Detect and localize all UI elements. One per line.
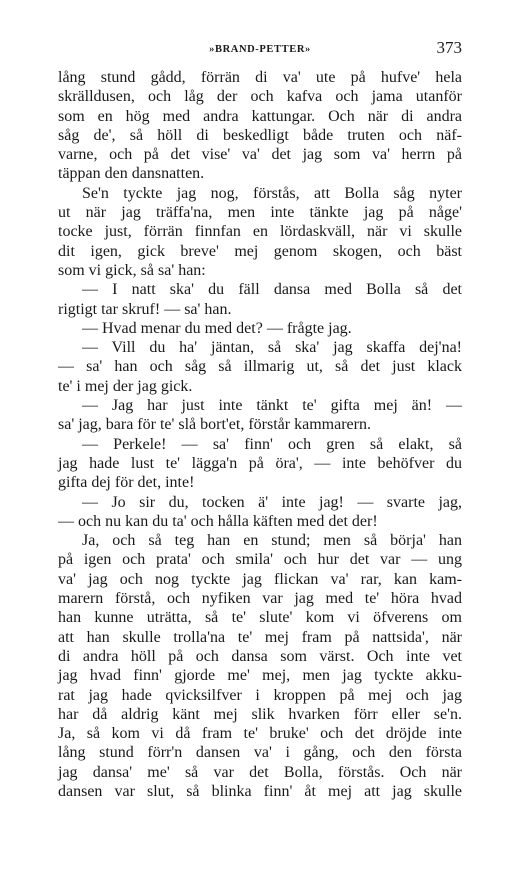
text-line: lång stund förr'n dansen va' i gång, och den första: [58, 744, 462, 762]
text-line: har då aldrig känt mej slik hvarken förr eller se'n.: [58, 705, 462, 723]
text-line: — Perkele! — sa' finn' och gren så elakt, så: [82, 435, 462, 453]
text-line: sa' jag, bara för te' slå bort'et, förstår kammarern.: [58, 416, 371, 434]
text-line: som vi gick, så sa' han:: [58, 261, 206, 279]
text-line: — sa' han och såg så illmarig ut, så det just klack: [58, 358, 462, 376]
text-line: te' i mej der jag gick.: [58, 377, 193, 395]
text-line: dansen var slut, så blinka finn' åt mej att jag skulle: [58, 782, 462, 800]
text-line: — Vill du ha' jäntan, så ska' jag skaffa dej'na!: [82, 339, 462, 357]
text-line: som en hög med andra kattungar. Och när di andra: [58, 107, 462, 125]
text-line: dit igen, gick breve' mej genom skogen, och bäst: [58, 242, 462, 260]
text-line: att han skulle trolla'na te' mej fram på nattsida', när: [58, 628, 462, 646]
text-line: varne, och på det vise' va' det jag som va' herrn på: [58, 146, 462, 164]
text-line: — och nu kan du ta' och hålla käften med det der!: [58, 512, 378, 530]
text-line: — Jag har just inte tänkt te' gifta mej än! —: [82, 397, 462, 415]
text-line: täppan den dansnatten.: [58, 165, 205, 183]
text-line: marern förstå, och nyfiken var jag med te' höra hvad: [58, 590, 462, 608]
body-text: [58, 68, 462, 801]
text-line: di andra höll på och dansa som värst. Och inte vet: [58, 647, 462, 665]
text-line: ut när jag träffa'na, men inte tänkte jag på någe': [58, 204, 462, 222]
book-page: [58, 38, 462, 801]
text-line: såg de', så höll di beskedligt både truten och näf-: [58, 126, 462, 144]
text-line: — I natt ska' du fäll dansa med Bolla så det: [82, 281, 462, 299]
text-line: han kunne uträtta, så te' slute' kom vi öfverens om: [58, 609, 462, 627]
text-line: gifta dej för det, inte!: [58, 474, 195, 492]
text-line: jag hade lust te' lägga'n på öra', — inte behöfver du: [58, 454, 462, 472]
text-line: jag hvad finn' gjorde me' mej, men jag tyckte akku-: [58, 667, 462, 685]
text-line: — Hvad menar du med det? — frågte jag.: [82, 319, 352, 337]
text-line: Ja, så kom vi då fram te' bruke' och det dröjde inte: [58, 725, 462, 743]
text-line: rigtigt tar skruf! — sa' han.: [58, 300, 232, 318]
text-line: skrälldusen, och låg der och kafva och jama utanför: [58, 88, 462, 106]
page-header: [58, 38, 462, 68]
text-line: tocke just, förrän finnfan en lördaskväll, när vi skulle: [58, 223, 462, 241]
text-line: lång stund gådd, förrän di va' ute på hufve' hela: [58, 69, 462, 86]
text-line: jag dansa' me' så var det Bolla, förstås. Och när: [58, 763, 462, 781]
text-line: rat jag hade qvicksilfver i kroppen på mej och jag: [58, 686, 462, 704]
text-line: — Jo sir du, tocken ä' inte jag! — svarte jag,: [82, 493, 462, 511]
text-line: på igen och prata' och smila' och hur det var — ung: [58, 551, 462, 569]
text-line: va' jag och nog tyckte jag flickan va' rar, kan kam-: [58, 570, 462, 588]
running-title: »BRAND-PETTER»: [209, 44, 311, 55]
text-line: Ja, och så teg han en stund; men så börja' han: [82, 532, 462, 550]
page-number: 373: [436, 38, 462, 57]
text-line: Se'n tyckte jag nog, förstås, att Bolla såg nyter: [82, 184, 462, 202]
